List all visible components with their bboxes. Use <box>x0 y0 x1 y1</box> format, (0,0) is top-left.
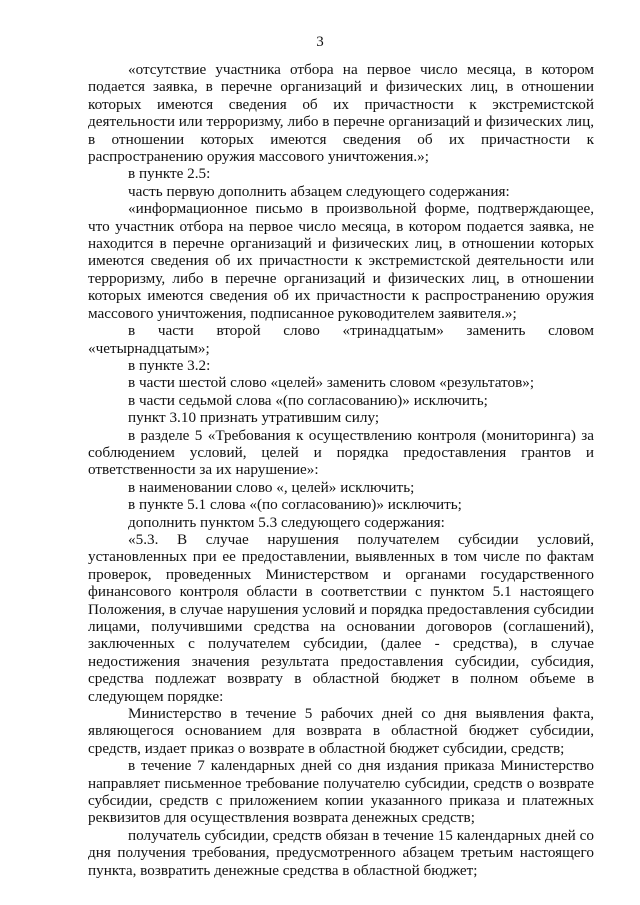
paragraph: «5.3. В случае нарушения получателем субсидии условий, установленных при ее предоставлении, выявленных в том числе по фактам проверок, проведенных Министерством и органами государственного финансового контроля области в соответствии с пунктом 5.1 настоящего Положения, в случае нарушения условий и порядка предоставления субсидии лицами, получившими средства на основании договоров (соглашений), заключенных с получателем субсидии, (далее - средства), в случае недостижения значения результата предоставления субсидии, субсидия, средства подлежат возврату в областной бюджет в полном объеме в следующем порядке: <box>88 530 594 705</box>
paragraph: в течение 7 календарных дней со дня издания приказа Министерство направляет письменное требование получателю субсидии, средств о возврате субсидии, средств с приложением копии указанного приказа и платежных реквизитов для осуществления возврата денежных средств; <box>88 757 594 827</box>
paragraph: получатель субсидии, средств обязан в течение 15 календарных дней со дня получения требования, предусмотренного абзацем третьим настоящего пункта, возвратить денежные средства в областной бюджет; <box>88 826 594 879</box>
paragraph: в пункте 5.1 слова «(по согласованию)» исключить; <box>128 496 462 514</box>
paragraph: дополнить пунктом 5.3 следующего содержания: <box>128 513 445 531</box>
paragraph: «информационное письмо в произвольной форме, подтверждающее, что участник отбора на первое число месяца, в котором подается заявка, не находится в перечне организаций и физических лиц, в отношении которых имеются сведения об их причастности к экстремистской деятельности или терроризму, либо в перечне организаций и физических лиц, в отношении которых имеются сведения об их причастности к распространению оружия массового уничтожения, подписанное руководителем заявителя.»; <box>88 200 594 322</box>
paragraph: в части седьмой слова «(по согласованию)» исключить; <box>128 391 488 409</box>
paragraph: в наименовании слово «, целей» исключить; <box>128 478 415 496</box>
paragraph: пункт 3.10 признать утратившим силу; <box>128 409 380 427</box>
paragraph: часть первую дополнить абзацем следующего содержания: <box>128 182 510 200</box>
paragraph: в части второй слово «тринадцатым» заменить словом «четырнадцатым»; <box>88 322 594 357</box>
paragraph: в пункте 2.5: <box>128 165 211 183</box>
paragraph: в разделе 5 «Требования к осуществлению контроля (мониторинга) за соблюдением условий, целей и порядка предоставления грантов и ответственности за их нарушение»: <box>88 426 594 479</box>
page-number: 3 <box>316 34 324 50</box>
paragraph: Министерство в течение 5 рабочих дней со дня выявления факта, являющегося основанием для возврата в областной бюджет субсидии, средств, издает приказ о возврате в областной бюджет субсидии, средств; <box>88 705 594 757</box>
document-body <box>88 61 594 879</box>
paragraph: в пункте 3.2: <box>128 356 211 374</box>
paragraph: в части шестой слово «целей» заменить словом «результатов»; <box>128 374 535 392</box>
paragraph: «отсутствие участника отбора на первое число месяца, в котором подается заявка, в перечне организаций и физических лиц, в отношении которых имеются сведения об их причастности к экстремистской деятельности или терроризму, либо в перечне организаций и физических лиц, в отношении которых имеются сведения об их причастности к распространению оружия массового уничтожения.»; <box>88 61 594 166</box>
